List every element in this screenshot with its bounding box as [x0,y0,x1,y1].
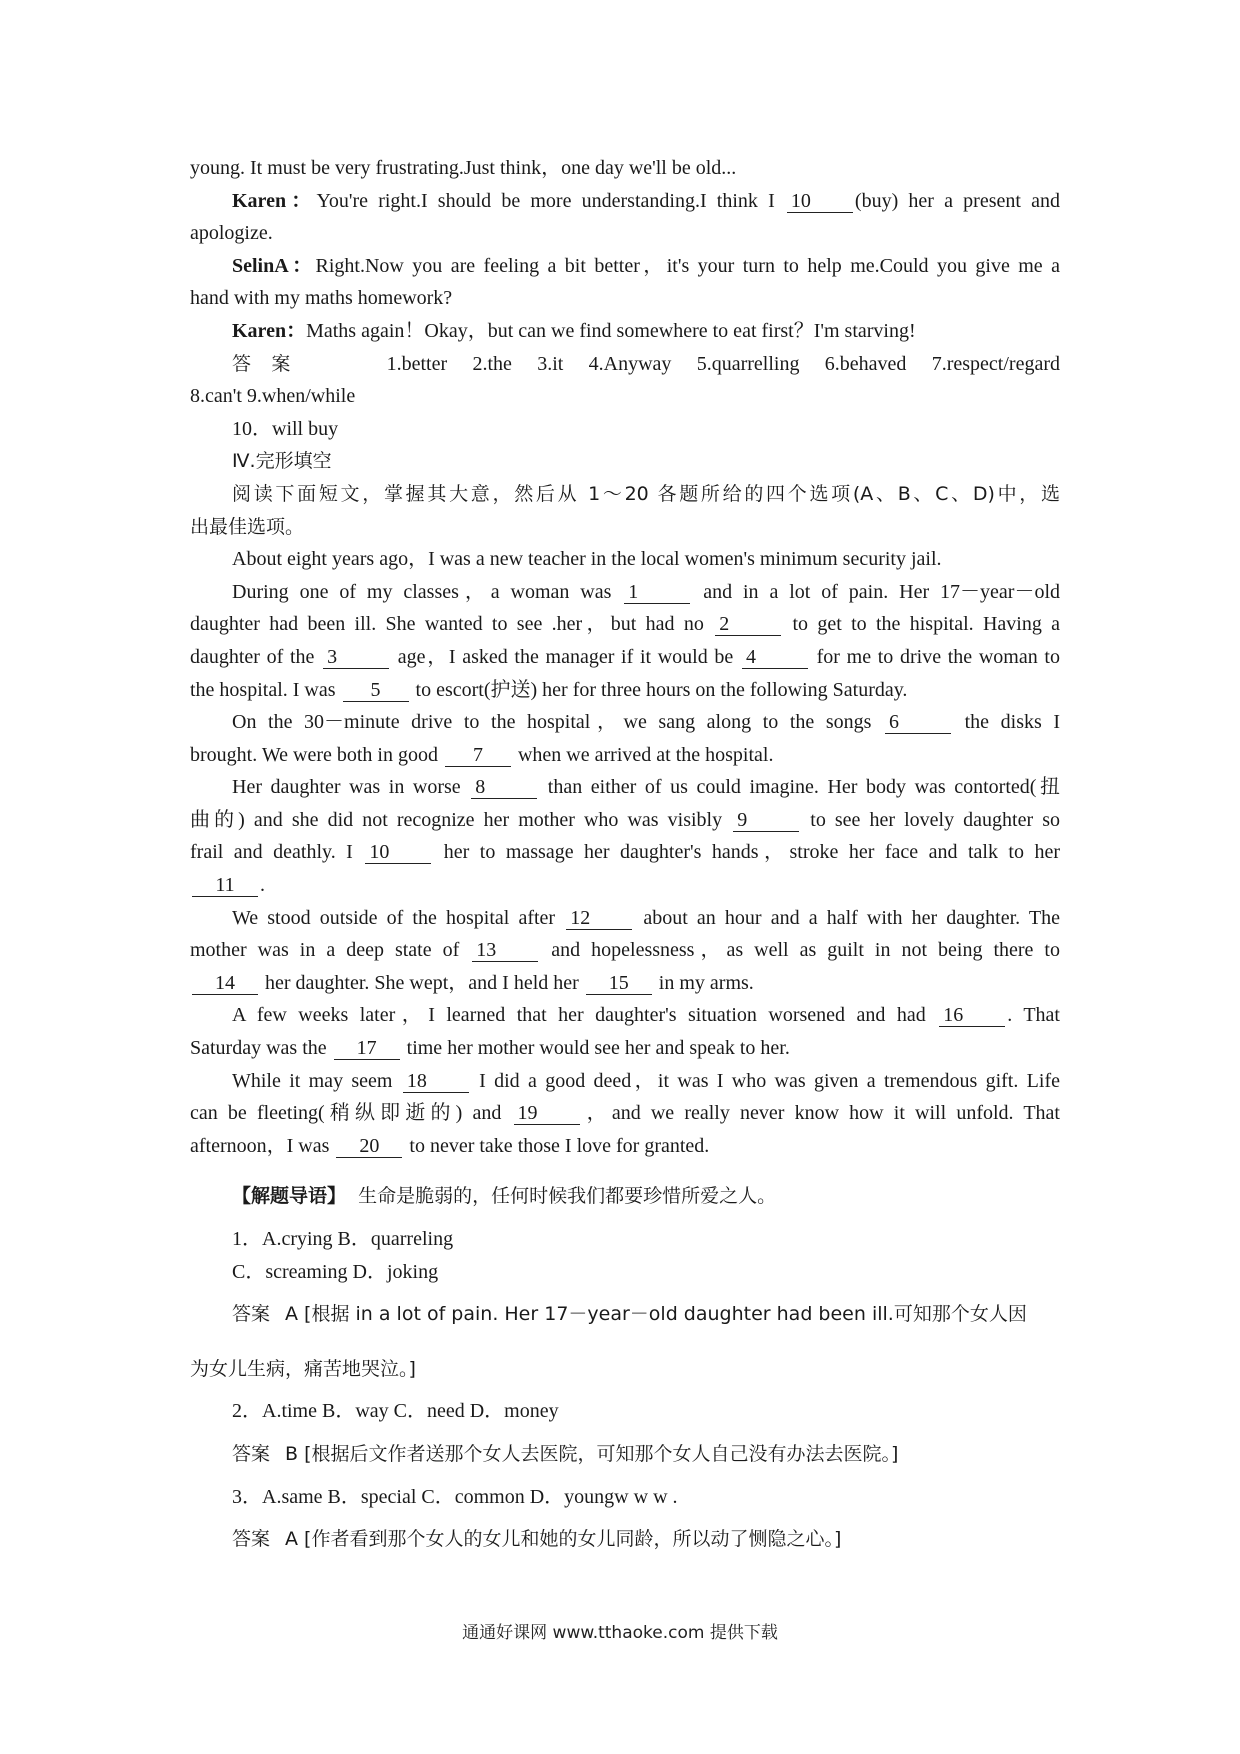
question-option-line: C．screaming D．joking [232,1260,439,1283]
answer-text: A [作者看到那个女人的女儿和她的女儿同龄，所以动了恻隐之心。] [285,1528,842,1551]
passage-text: mother was in a deep state of [190,939,471,962]
answer-label: 答案 [232,1442,271,1465]
blank: 6 [885,711,951,734]
answer-label: 答案 [232,1303,271,1326]
dialogue-text: (buy) her a present and [854,189,1060,212]
answer-label: 答案 [232,352,311,375]
blank: 8 [471,776,537,799]
blank: 14 [192,972,258,995]
passage-text: brought. We were both in good [190,743,443,766]
blank: 19 [514,1102,580,1125]
passage-line: About eight years ago，I was a new teacher in the local women's minimum security jail. [232,548,942,571]
passage-line [190,934,1060,967]
blank: 2 [715,613,781,636]
dialogue-text: You're right.I should be more understanding.I think I [316,189,785,212]
answer-label: 答案 [232,1528,271,1551]
dialogue-line: apologize. [190,222,273,245]
passage-line [190,641,1060,674]
passage-text: to escort(护送) her for three hours on the following Saturday. [410,678,908,701]
passage-text: Her daughter was in worse [232,776,470,799]
blank: 20 [336,1135,402,1158]
answer-text: 1.better 2.the 3.it 4.Anyway 5.quarrelling 6.behaved 7.respect/regard [386,352,1060,375]
blank: 10 [787,190,853,213]
guide-text: 生命是脆弱的，任何时候我们都要珍惜所爱之人。 [358,1185,777,1208]
passage-text: and in a lot of pain. Her 17－year－old [692,580,1060,603]
passage-text: ，and we really never know how it will unfold. That [581,1102,1060,1125]
passage-text: and hopelessness，as well as guilt in not being there to [540,939,1060,962]
passage-line [190,902,1060,935]
blank: 10 [365,841,431,864]
guide-line [190,1180,1060,1213]
passage-line [190,608,1060,641]
dialogue-text: Right.Now you are feeling a bit better，it's your turn to help me.Could you give me a [315,254,1060,277]
dialogue-line [190,315,1060,348]
question-option-line: 3．A.same B．special C．common D．youngw w w . [232,1485,678,1508]
blank: 12 [566,907,632,930]
passage-line [190,1097,1060,1130]
blank: 1 [624,581,690,604]
answer-line: 8.can't 9.when/while [190,385,356,408]
passage-text: time her mother would see her and speak to her. [401,1037,790,1060]
dialogue-line [190,250,1060,283]
answer-line: 10．will buy [232,417,339,440]
answer-text: A [根据 in a lot of pain. Her 17－year－old daughter had been ill.可知那个女人因 [285,1303,1027,1326]
passage-line [190,1065,1060,1098]
passage-text: A few weeks later，I learned that her daughter's situation worsened and had [232,1004,938,1027]
blank: 3 [323,646,389,669]
dialogue-line: young. It must be very frustrating.Just think，one day we'll be old... [190,157,737,179]
blank: 15 [586,972,652,995]
passage-text: can be fleeting(稍纵即逝的) and [190,1102,512,1125]
instruction-line: 阅读下面短文，掌握其大意，然后从 1～20 各题所给的四个选项(A、B、C、D)中，选 [232,482,1060,505]
passage-line [190,804,1060,837]
answer-line [190,1523,1060,1556]
passage-text: Saturday was the [190,1037,332,1060]
question-option-line: 2．A.time B．way C．need D．money [232,1400,559,1423]
passage-text: when we arrived at the hospital. [512,743,774,766]
passage-text: age，I asked the manager if it would be [391,645,740,668]
section-title: Ⅳ.完形填空 [232,450,332,473]
passage-text: 曲的) and she did not recognize her mother who was visibly [190,808,732,831]
blank: 4 [742,646,808,669]
passage-text: daughter of the [190,645,322,668]
blank: 7 [445,744,511,767]
passage-text: about an hour and a half with her daughter. The [634,906,1060,929]
passage-text: frail and deathly. I [190,841,364,864]
passage-line: 11 . [190,869,1060,902]
answer-text: B [根据后文作者送那个女人去医院，可知那个女人自己没有办法去医院。] [285,1442,899,1465]
speaker-label: SelinA： [232,254,316,277]
passage-text: her to massage her daughter's hands，stroke her face and talk to her [433,841,1060,864]
passage-line [190,576,1060,609]
page-footer: 通通好课网 www.tthaoke.com 提供下载 [462,1623,778,1643]
passage-text: in my arms. [653,971,754,994]
passage-text: to see her lovely daughter so [801,808,1060,831]
passage-text: the disks I [953,711,1060,734]
blank: 16 [939,1004,1005,1027]
passage-text: We stood outside of the hospital after [232,906,565,929]
blank: 17 [334,1037,400,1060]
speaker-label: Karen： [232,189,317,212]
answer-line [190,348,1060,381]
passage-text: During one of my classes，a woman was [232,580,623,603]
passage-text: daughter had been ill. She wanted to see .her，but had no [190,613,714,636]
passage-text: for me to drive the woman to [809,645,1060,668]
dialogue-line: hand with my maths homework? [190,287,453,310]
answer-line: 为女儿生病，痛苦地哭泣。] [190,1357,416,1380]
passage-text: than either of us could imagine. Her body was contorted(扭 [539,776,1060,799]
passage-text: to get to the hispital. Having a [783,613,1060,636]
passage-text: . That [1007,1004,1060,1027]
passage-line [190,771,1060,804]
passage-text: While it may seem [232,1069,401,1092]
passage-line [190,674,1060,707]
speaker-label: Karen： [232,319,307,342]
page-content [190,152,1060,1556]
passage-line [190,836,1060,869]
answer-line [190,1298,1060,1331]
passage-text: to never take those I love for granted. [404,1134,710,1157]
passage-line [190,739,1060,772]
passage-text: her daughter. She wept，and I held her [260,971,584,994]
passage-line [190,967,1060,1000]
passage-line [190,999,1060,1032]
instruction-line: 出最佳选项。 [190,515,305,538]
blank: 5 [343,679,409,702]
passage-text: the hospital. I was [190,678,341,701]
blank: 9 [733,809,799,832]
passage-line [190,706,1060,739]
blank: 13 [472,939,538,962]
answer-line [190,1438,1060,1471]
passage-line [190,1130,1060,1163]
question-option-line: 1．A.crying B．quarreling [232,1228,454,1250]
blank: 18 [403,1070,469,1093]
passage-line [190,1032,1060,1065]
passage-text: afternoon，I was [190,1134,335,1157]
dialogue-line [190,185,1060,218]
guide-label: 【解题导语】 [232,1185,347,1208]
blank: 11 [192,874,258,897]
passage-text: I did a good deed，it was I who was given a tremendous gift. Life [470,1069,1060,1092]
passage-text: On the 30－minute drive to the hospital，we sang along to the songs [232,711,884,734]
dialogue-text: Maths again！Okay，but can we find somewhere to eat first？I'm starving! [306,319,916,342]
